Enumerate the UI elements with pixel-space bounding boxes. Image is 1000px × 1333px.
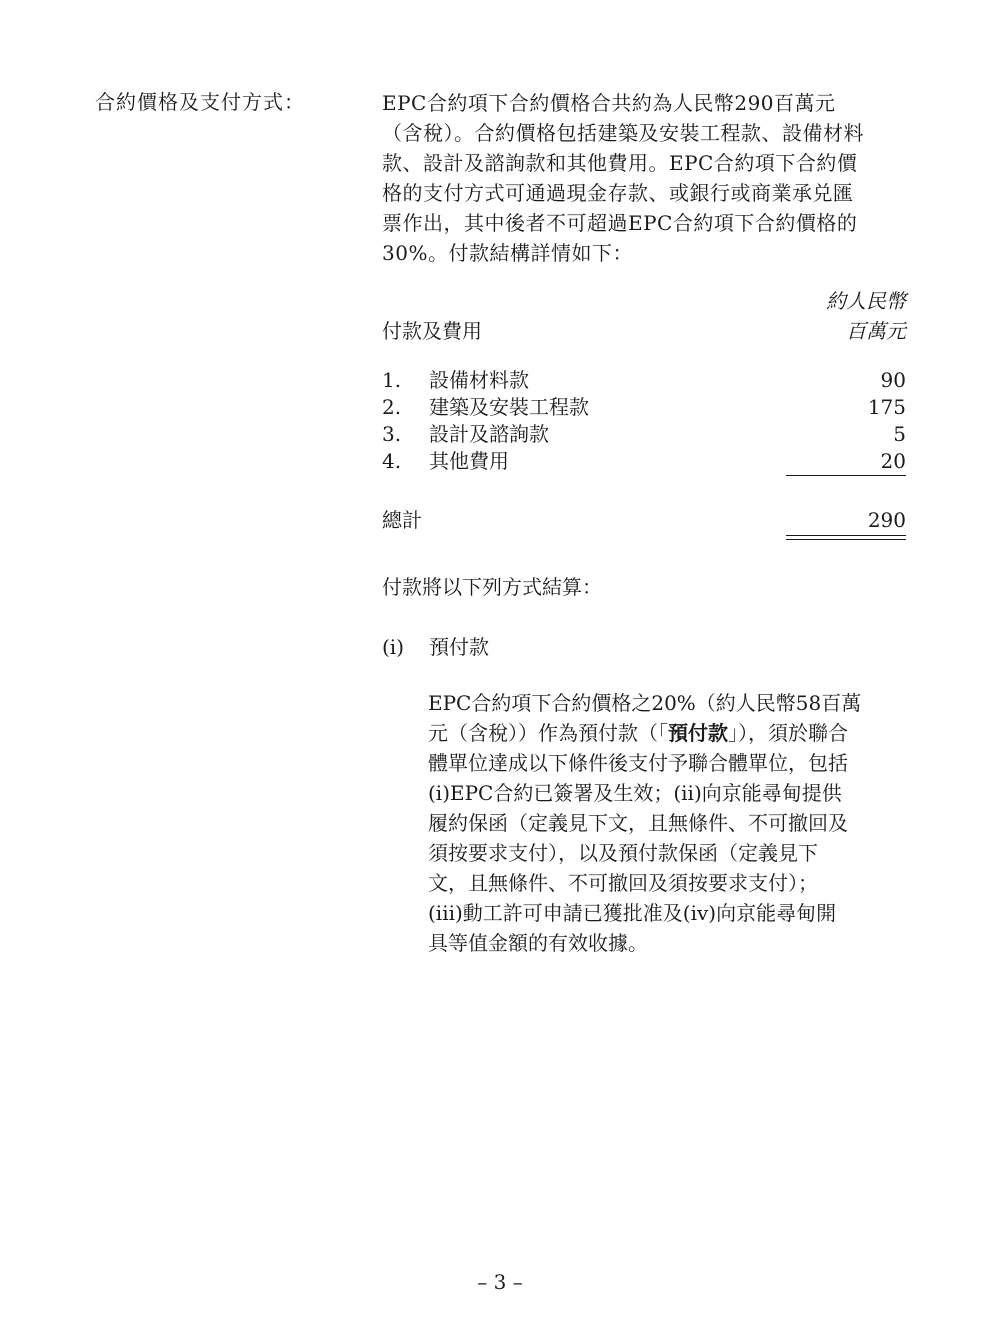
row-value: 90 xyxy=(880,368,906,392)
item-title: 預付款 xyxy=(429,635,489,659)
line-text: 須按要求支付），以及預付款保函（定義見下 xyxy=(428,841,818,865)
row-value: 20 xyxy=(880,449,906,473)
intro-paragraph xyxy=(382,88,910,268)
line-text: 」），須於聯合 xyxy=(728,721,848,745)
unit-header xyxy=(826,286,906,346)
advance-payment-paragraph xyxy=(428,688,908,958)
line-text: 元（含稅））作為預付款（「 xyxy=(428,721,668,745)
intro-line: 格的支付方式可通過現金存款、或銀行或商業承兑匯 xyxy=(382,181,854,205)
total-value: 290 xyxy=(867,508,906,532)
page-number: – 3 – xyxy=(477,1270,523,1294)
paragraph-line xyxy=(428,778,908,808)
paragraph-line xyxy=(428,688,908,718)
settlement-text: 付款將以下列方式結算： xyxy=(382,575,602,599)
intro-line: 款、設計及諮詢款和其他費用。EPC合約項下合約價 xyxy=(382,151,858,175)
section-label: 合約價格及支付方式： xyxy=(95,90,305,114)
paragraph-line xyxy=(428,898,908,928)
table-row xyxy=(382,367,906,394)
paragraph-line xyxy=(428,868,908,898)
row-label: 設備材料款 xyxy=(429,368,529,392)
row-number: 3. xyxy=(382,422,402,446)
line-text: (iii)動工許可申請已獲批准及(iv)向京能尋甸開 xyxy=(428,901,837,925)
table-row xyxy=(382,421,906,448)
row-number: 2. xyxy=(382,395,402,419)
unit-header-line1: 約人民幣 xyxy=(826,289,906,313)
line-text: 具等值金額的有效收據。 xyxy=(428,931,648,955)
item-marker: (i) xyxy=(382,635,405,659)
row-label: 設計及諮詢款 xyxy=(429,422,549,446)
line-text: EPC合約項下合約價格之20%（約人民幣58百萬 xyxy=(428,691,862,715)
row-number: 4. xyxy=(382,449,402,473)
line-text: (i)EPC合約已簽署及生效；(ii)向京能尋甸提供 xyxy=(428,781,842,805)
row-number: 1. xyxy=(382,368,402,392)
unit-header-line2: 百萬元 xyxy=(846,319,906,343)
total-row xyxy=(382,507,906,534)
line-text: 文，且無條件、不可撤回及須按要求支付）； xyxy=(428,871,818,895)
line-text: 履約保函（定義見下文，且無條件、不可撤回及 xyxy=(428,811,848,835)
column-header: 付款及費用 xyxy=(382,319,482,343)
row-value: 5 xyxy=(893,422,906,446)
subtotal-rule xyxy=(786,475,906,476)
intro-line: 票作出，其中後者不可超過EPC合約項下合約價格的 xyxy=(382,211,858,235)
row-label: 建築及安裝工程款 xyxy=(429,395,589,419)
row-value: 175 xyxy=(867,395,906,419)
intro-line: 30%。付款結構詳情如下： xyxy=(382,241,633,265)
table-row xyxy=(382,394,906,421)
paragraph-line xyxy=(428,928,908,958)
paragraph-line xyxy=(428,838,908,868)
row-label: 其他費用 xyxy=(429,449,509,473)
intro-line: EPC合約項下合約價格合共約為人民幣290百萬元 xyxy=(382,91,836,115)
table-row xyxy=(382,448,906,475)
defined-term: 預付款 xyxy=(668,721,728,745)
paragraph-line xyxy=(428,748,908,778)
paragraph-line xyxy=(428,718,908,748)
total-double-rule xyxy=(786,535,906,540)
intro-line: （含稅）。合約價格包括建築及安裝工程款、設備材料 xyxy=(382,121,864,145)
total-label: 總計 xyxy=(382,508,422,532)
paragraph-line xyxy=(428,808,908,838)
line-text: 體單位達成以下條件後支付予聯合體單位，包括 xyxy=(428,751,848,775)
